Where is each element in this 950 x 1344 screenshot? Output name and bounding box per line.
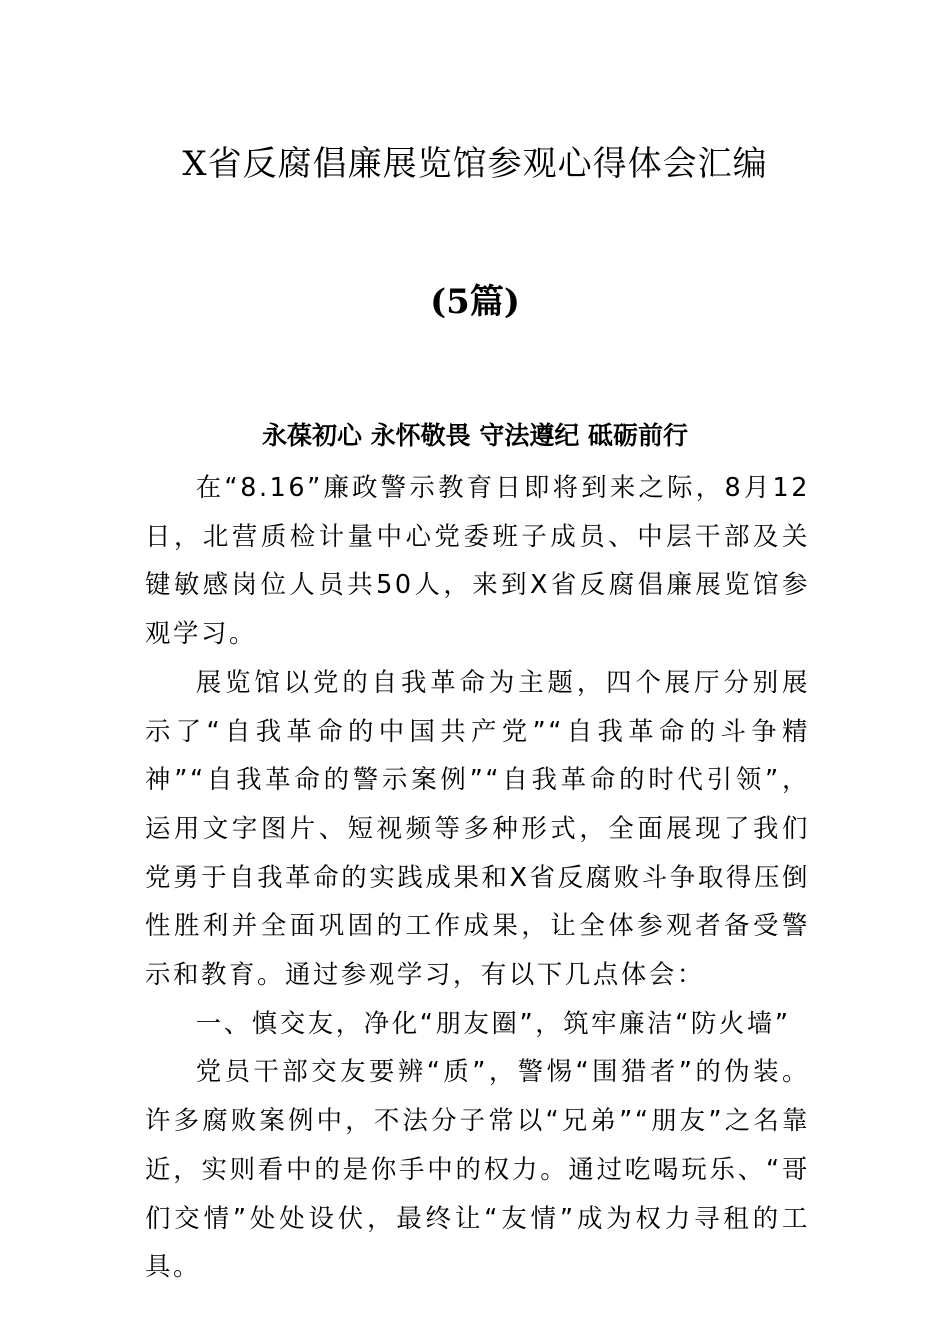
document-body — [145, 463, 810, 1291]
point-heading-1: 一、慎交友，净化“朋友圈”，筑牢廉洁“防火墙” — [195, 1007, 791, 1038]
paragraph-point-1: 党员干部交友要辨“质”，警惕“围猎者”的伪装。许多腐败案例中，不法分子常以“兄弟”“朋友”之名靠近，实则看中的是你手中的权力。通过吃喝玩乐、“哥们交情”处处设伏，最终让“友情”成为权力寻租的工具。 — [145, 1056, 810, 1282]
section-heading: 永葆初心 永怀敬畏 守法遵纪 砥砺前行 — [261, 421, 689, 450]
document-subtitle: (5篇) — [430, 282, 520, 322]
paragraph-exhibition: 展览馆以党的自我革命为主题，四个展厅分别展示了“自我革命的中国共产党”“自我革命的斗争精神”“自我革命的警示案例”“自我革命的时代引领”，运用文字图片、短视频等多种形式，全面展现了我们党勇于自我革命的实践成果和X省反腐败斗争取得压倒性胜利并全面巩固的工作成果，让全体参观者备受警示和教育。通过参观学习，有以下几点体会： — [145, 666, 810, 990]
document-title: X省反腐倡廉展览馆参观心得体会汇编 — [182, 144, 768, 184]
paragraph-intro: 在“8.16”廉政警示教育日即将到来之际，8月12日，北营质检计量中心党委班子成员、中层干部及关键敏感岗位人员共50人，来到X省反腐倡廉展览馆参观学习。 — [145, 472, 810, 649]
